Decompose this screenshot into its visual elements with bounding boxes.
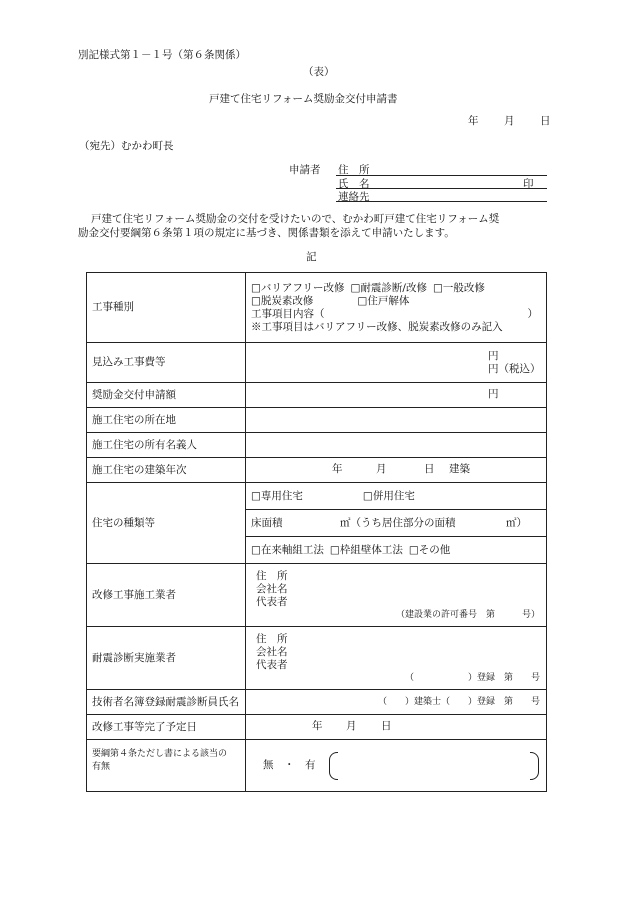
date-day: 日 (540, 115, 551, 127)
location-label: 施工住宅の所在地 (87, 408, 246, 433)
floor-area-row[interactable] (246, 510, 546, 536)
inspector-architect: （ ）建築士（ ）登録 第 号 (377, 697, 540, 707)
form-side-label: （表） (303, 66, 335, 78)
contractor-company: 会社名 (256, 583, 288, 595)
seismic-contractor-label: 耐震診断実施業者 (87, 627, 246, 690)
work-item-note: ※工事項目はバリアフリー改修、脱炭素改修のみ記入 (251, 320, 503, 333)
applicant-address-label: 住 所 (338, 164, 370, 176)
work-type-cell (246, 273, 547, 343)
seismic-contractor-field[interactable] (246, 627, 547, 690)
opt-wood-checkbox[interactable]: □在来軸組工法 (251, 544, 324, 556)
house-type-options (246, 483, 546, 509)
completion-month: 月 (346, 720, 357, 732)
house-type-label: 住宅の種類等 (87, 483, 246, 564)
cost-yen-tax: 円（税込） (488, 363, 541, 375)
house-type-cell (246, 483, 547, 564)
applicant-contact-line[interactable] (336, 201, 547, 202)
row-house-type (87, 483, 547, 564)
construction-method-options (246, 537, 546, 563)
work-item-detail-label: 工事項目内容（ (251, 307, 325, 320)
opt-general-checkbox[interactable]: □一般改修 (432, 281, 485, 294)
contractor-address: 住 所 (256, 570, 288, 582)
date-month: 月 (504, 115, 515, 127)
contractor-rep: 代表者 (256, 596, 288, 608)
row-grant-amount (87, 383, 547, 408)
completion-label: 改修工事等完了予定日 (87, 715, 246, 740)
body-text-line2: 励金交付要綱第６条第１項の規定に基づき、関係書類を添えて申請いたします。 (78, 227, 455, 239)
floor-area-sqm1: ㎡（うち居住部分の面積 (340, 517, 456, 529)
page-title: 戸建て住宅リフォーム奨励金交付申請書 (209, 93, 398, 105)
row-contractor (87, 564, 547, 627)
opt-decarbon-checkbox[interactable]: □脱炭素改修 (251, 294, 314, 307)
opt-combined-checkbox[interactable]: □併用住宅 (362, 490, 415, 502)
inspector-field[interactable] (246, 690, 547, 715)
bracket-left (329, 752, 338, 780)
grant-amount-field[interactable] (246, 383, 547, 408)
bracket-right (530, 752, 539, 780)
body-text-line1: 戸建て住宅リフォーム奨励金の交付を受けたいので、むかわ町戸建て住宅リフォーム奨 (91, 213, 500, 225)
applicant-label: 申請者 (289, 164, 321, 176)
owner-label: 施工住宅の所有名義人 (87, 433, 246, 458)
proviso-label-line2: 有無 (92, 762, 111, 772)
proviso-field (246, 740, 547, 792)
form-number: 別記様式第１－１号（第６条関係） (78, 49, 246, 61)
applicant-name-label: 氏 名 (338, 178, 370, 190)
cost-yen: 円 (488, 350, 499, 362)
row-location (87, 408, 547, 433)
opt-barrierfree-checkbox[interactable]: □バリアフリー改修 (251, 281, 345, 294)
row-completion (87, 715, 547, 740)
opt-seismic-checkbox[interactable]: □耐震診断/改修 (350, 281, 427, 294)
work-type-options-row1 (251, 282, 546, 295)
work-item-detail-close: ） (527, 307, 538, 320)
row-inspector (87, 690, 547, 715)
built-year-day: 日 (424, 463, 435, 475)
applicant-contact-label: 連絡先 (338, 191, 370, 203)
seal-mark: 印 (523, 178, 534, 190)
seismic-contractor-rep: 代表者 (256, 659, 288, 671)
grant-amount-label: 奨励金交付申請額 (87, 383, 246, 408)
proviso-label-cell (87, 740, 246, 792)
row-owner (87, 433, 547, 458)
built-year-suffix: 建築 (449, 463, 470, 475)
opt-frame-checkbox[interactable]: □枠組壁体工法 (329, 544, 403, 556)
owner-field[interactable] (246, 433, 547, 458)
opt-dedicated-checkbox[interactable]: □専用住宅 (251, 490, 303, 502)
opt-other-checkbox[interactable]: □その他 (408, 544, 451, 556)
built-year-label: 施工住宅の建築年次 (87, 458, 246, 483)
seismic-contractor-company: 会社名 (256, 646, 288, 658)
built-year-month: 月 (376, 463, 387, 475)
inspector-label: 技術者名簿登録耐震診断員氏名 (87, 690, 246, 715)
contractor-field[interactable] (246, 564, 547, 627)
completion-day: 日 (381, 720, 392, 732)
date-year: 年 (468, 115, 479, 127)
row-work-type (87, 273, 547, 343)
cost-label: 見込み工事費等 (87, 343, 246, 383)
proviso-choice[interactable]: 無 ・ 有 (263, 759, 316, 771)
work-type-label: 工事種別 (87, 273, 246, 343)
work-type-options-row2 (251, 295, 546, 308)
completion-field[interactable] (246, 715, 547, 740)
contractor-label: 改修工事施工業者 (87, 564, 246, 627)
seismic-registration: （ ）登録 第 号 (404, 673, 540, 683)
application-table (86, 272, 547, 792)
contractor-license: （建設業の許可番号 第 号） (395, 610, 540, 620)
proviso-label-line1: 要綱第４条ただし書による該当の (92, 749, 228, 759)
floor-area-sqm2: ㎡） (506, 517, 527, 529)
completion-year: 年 (312, 720, 323, 732)
built-year-field[interactable] (246, 458, 547, 483)
floor-area-label: 床面積 (251, 517, 283, 529)
row-built-year (87, 458, 547, 483)
built-year-year: 年 (332, 463, 343, 475)
cost-field[interactable] (246, 343, 547, 383)
proviso-detail-bracket[interactable] (329, 752, 539, 780)
row-seismic-contractor (87, 627, 547, 690)
location-field[interactable] (246, 408, 547, 433)
addressee: （宛先）むかわ町長 (79, 140, 174, 152)
opt-demolition-checkbox[interactable]: □住戸解体 (357, 294, 410, 307)
row-cost (87, 343, 547, 383)
row-proviso (87, 740, 547, 792)
seismic-contractor-address: 住 所 (256, 633, 288, 645)
grant-amount-yen: 円 (488, 388, 499, 400)
work-item-detail[interactable] (251, 308, 546, 321)
ki-label: 記 (306, 251, 317, 263)
